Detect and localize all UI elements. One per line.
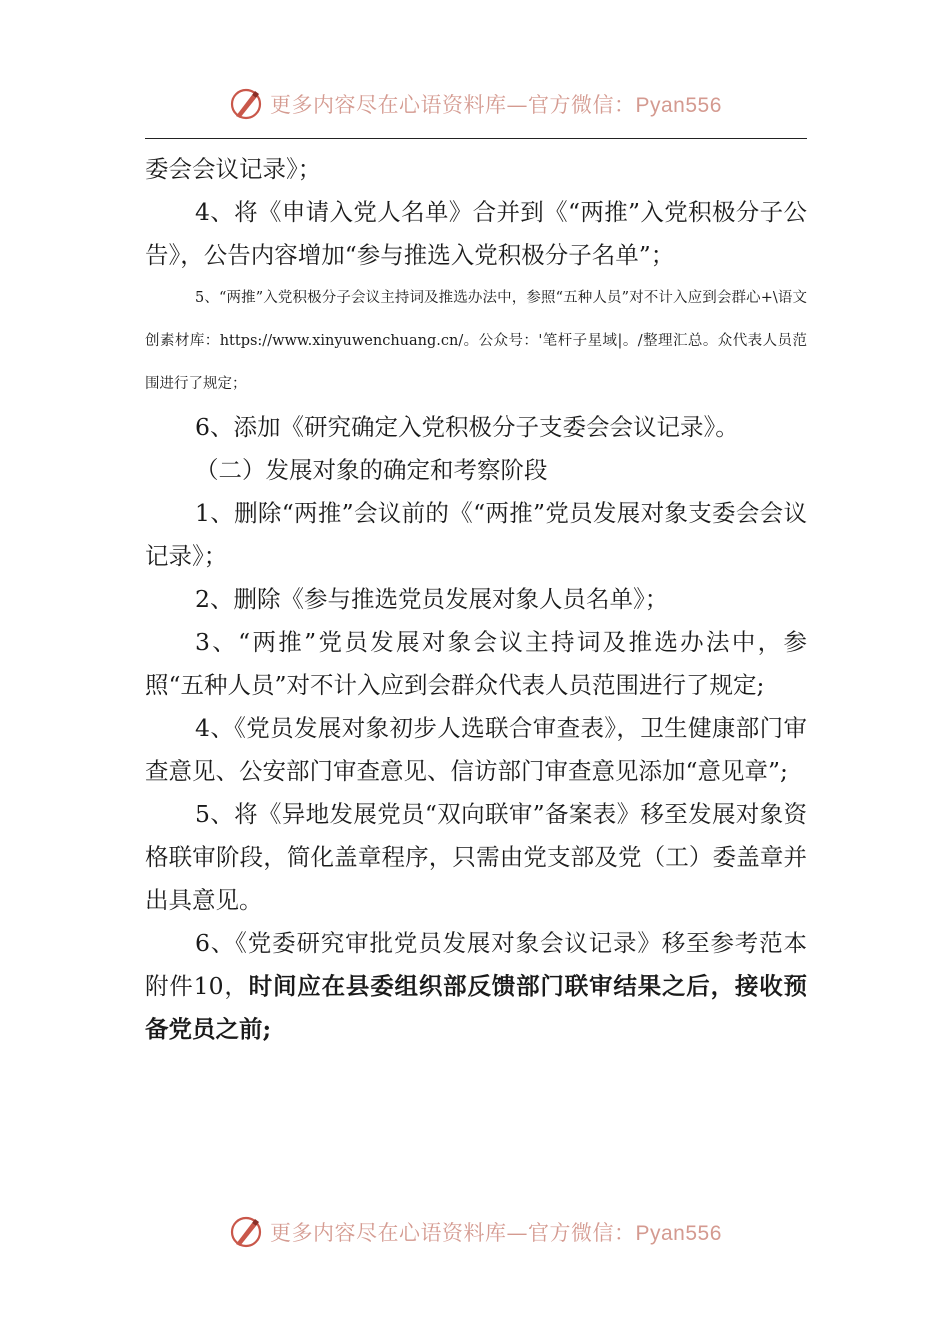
pen-logo-icon xyxy=(228,86,264,122)
banner-label: 更多内容尽在心语资料库—官方微信： xyxy=(270,1221,636,1245)
paragraph-1: 4、将《申请入党人名单》合并到《“两推”入党积极分子公告》，公告内容增加“参与推选入党积极分子名单”； xyxy=(145,198,807,269)
banner-wechat-id: Pyan556 xyxy=(635,94,722,117)
paragraph-7: 4、《党员发展对象初步人选联合审查表》，卫生健康部门审查意见、公安部门审查意见、信访部门审查意见添加“意见章”; xyxy=(145,714,807,785)
paragraph-2: 5、“两推”入党积极分子会议主持词及推选办法中，参照“五种人员”对不计入应到会群心+\语文创素材库：https://www.xinyuwenchuang.cn/。公众号：'笔杆子星域|。/整理汇总。众代表人员范围进行了规定； xyxy=(145,290,807,392)
paragraph-9 xyxy=(145,922,807,1051)
banner-text xyxy=(270,1217,722,1247)
paragraph-5: 2、删除《参与推选党员发展对象人员名单》； xyxy=(195,585,669,613)
paragraph-3: 6、添加《研究确定入党积极分子支委会会议记录》。 xyxy=(195,413,739,441)
banner-text xyxy=(270,89,722,119)
section-heading-2: （二）发展对象的确定和考察阶段 xyxy=(195,456,548,484)
footer-banner xyxy=(228,1212,722,1252)
pen-logo-icon xyxy=(228,1214,264,1250)
paragraph-6: 3、“两推”党员发展对象会议主持词及推选办法中，参照“五种人员”对不计入应到会群众代表人员范围进行了规定; xyxy=(145,628,807,699)
paragraph-9-normal: 6、《党委研究审批党员发展对象会议记录》移至参考范本附件10， xyxy=(145,929,807,1000)
header-banner xyxy=(228,84,722,124)
header-rule xyxy=(145,138,807,139)
document-body xyxy=(145,148,807,1051)
paragraph-9-bold: 时间应在县委组织部反馈部门联审结果之后，接收预备党员之前; xyxy=(145,972,808,1043)
paragraph-0: 委会会议记录》； xyxy=(145,155,322,183)
banner-wechat-id: Pyan556 xyxy=(635,1222,722,1245)
paragraph-4: 1、删除“两推”会议前的《“两推”党员发展对象支委会会议记录》； xyxy=(145,499,807,570)
paragraph-8: 5、将《异地发展党员“双向联审”备案表》移至发展对象资格联审阶段，简化盖章程序，只需由党支部及党（工）委盖章并出具意见。 xyxy=(145,800,807,914)
banner-label: 更多内容尽在心语资料库—官方微信： xyxy=(270,93,636,117)
